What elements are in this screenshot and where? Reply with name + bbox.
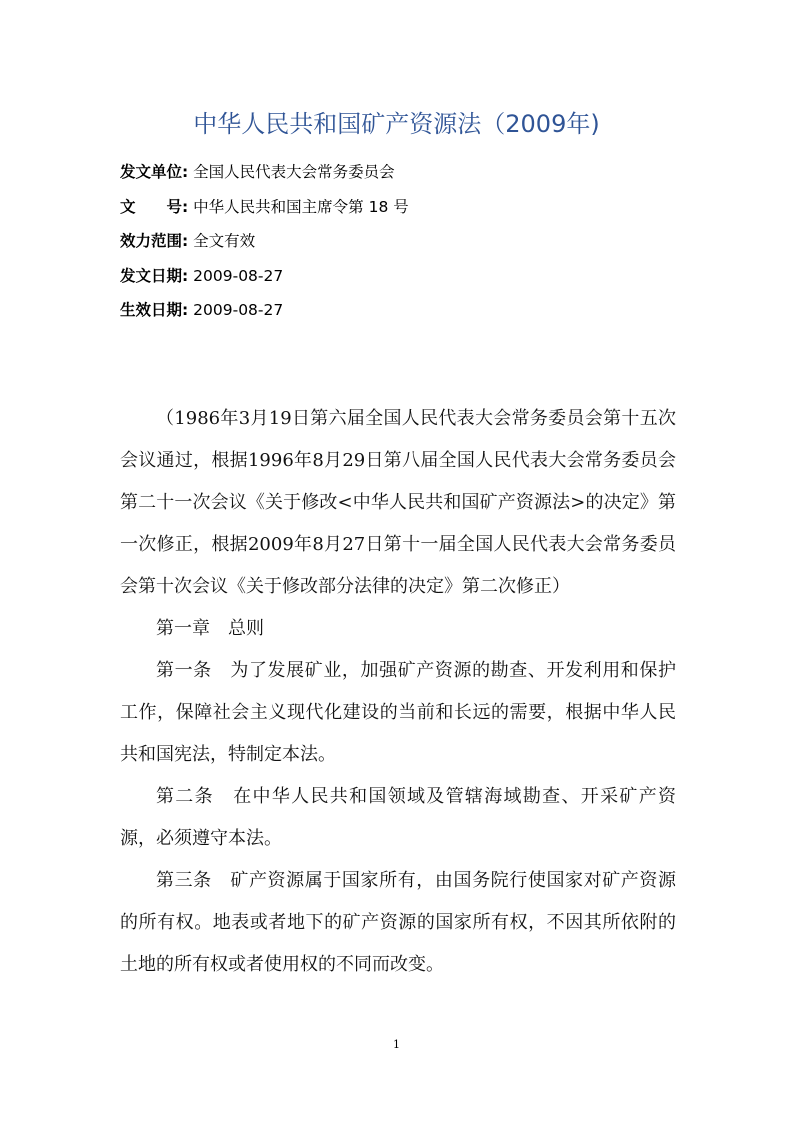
metadata-row-scope	[120, 224, 720, 259]
metadata-key: 文 号	[120, 197, 183, 216]
metadata-key: 生效日期	[120, 301, 183, 319]
article-paragraph: 第二条 在中华人民共和国领域及管辖海域勘查、开采矿产资源，必须遵守本法。	[120, 786, 676, 849]
metadata-value: 中华人民共和国主席令第 18 号	[193, 197, 409, 216]
metadata-block	[120, 155, 720, 328]
page-number: 1	[393, 1038, 400, 1051]
metadata-value: 2009-08-27	[193, 266, 284, 285]
metadata-key: 发文单位	[120, 163, 183, 181]
metadata-value: 全文有效	[193, 232, 256, 250]
document-title: 中华人民共和国矿产资源法（2009年)	[193, 110, 600, 138]
metadata-key: 发文日期	[120, 266, 183, 285]
document-body	[120, 398, 676, 986]
preamble-paragraph: （1986年3月19日第六届全国人民代表大会常务委员会第十五次会议通过，根据1996年8月29日第八届全国人民代表大会常务委员会第二十一次会议《关于修改<中华人民共和国矿产资源法>的决定》第一次修正，根据2009年8月27日第十一届全国人民代表大会常务委员会第十次会议《关于修改部分法律的决定》第二次修正）	[120, 408, 676, 597]
metadata-row-issuer	[120, 155, 720, 190]
metadata-separator: :	[182, 232, 189, 250]
metadata-separator: :	[182, 163, 189, 181]
metadata-row-issue-date	[120, 259, 720, 294]
metadata-separator: :	[182, 266, 189, 285]
metadata-value: 2009-08-27	[193, 301, 284, 319]
chapter-heading: 第一章 总则	[156, 618, 264, 639]
metadata-separator: :	[182, 301, 189, 319]
metadata-row-doc-number	[120, 190, 720, 225]
metadata-value: 全国人民代表大会常务委员会	[193, 163, 395, 181]
metadata-key: 效力范围	[120, 232, 183, 250]
metadata-separator: :	[182, 197, 189, 216]
article-paragraph: 第一条 为了发展矿业，加强矿产资源的勘查、开发利用和保护工作，保障社会主义现代化建设的当前和长远的需要，根据中华人民共和国宪法，特制定本法。	[120, 660, 676, 765]
article-paragraph: 第三条 矿产资源属于国家所有，由国务院行使国家对矿产资源的所有权。地表或者地下的矿产资源的国家所有权，不因其所依附的土地的所有权或者使用权的不同而改变。	[120, 870, 676, 975]
metadata-row-effective-date	[120, 293, 720, 328]
